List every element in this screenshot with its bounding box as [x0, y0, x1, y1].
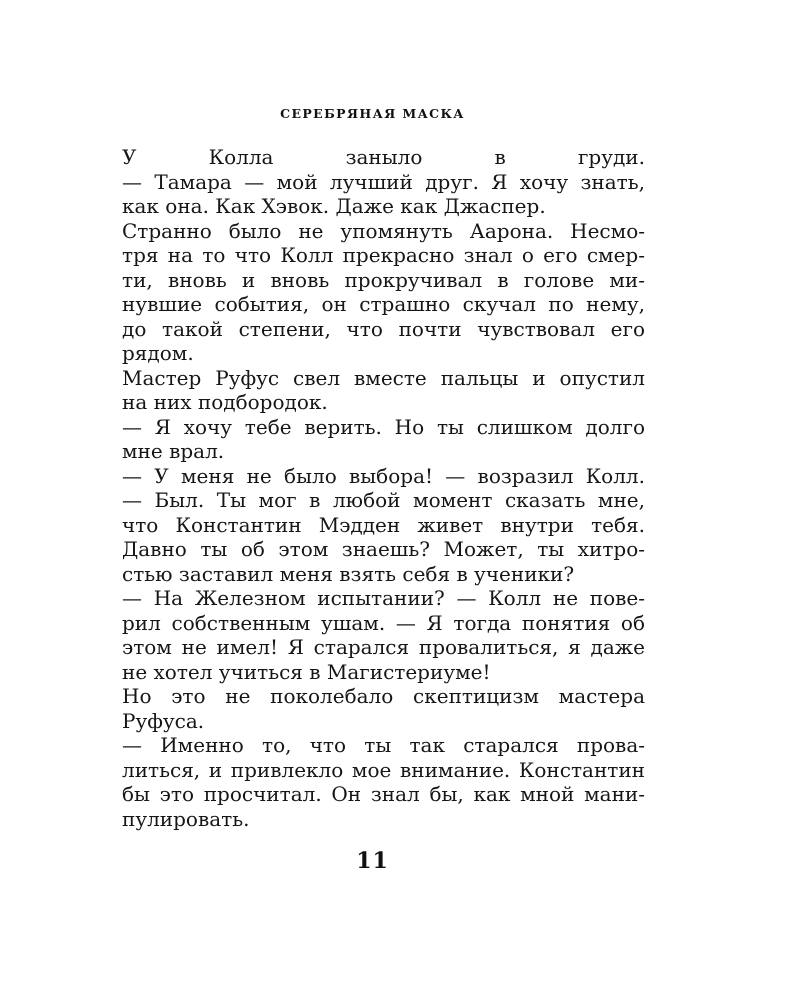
text-line: как она. Как Хэвок. Даже как Джаспер. [122, 194, 546, 218]
text-line: литься, и привлекло мое внимание. Константин [122, 757, 645, 782]
text-line: пулировать. [122, 806, 250, 831]
text-line: стью заставил меня взять себя в ученики? [122, 561, 575, 586]
text-line: ти, вновь и вновь прокручивал в голове ми- [122, 267, 645, 292]
text-line: до такой степени, что почти чувствовал его [122, 316, 645, 341]
text-line: бы это просчитал. Он знал бы, как мной мани- [122, 782, 645, 806]
text-line: Странно было не упомянуть Аарона. Несмо- [122, 218, 645, 243]
text-line: мне врал. [122, 439, 225, 463]
text-line: на них подбородок. [122, 390, 328, 414]
text-line: рядом. [122, 341, 194, 365]
text-line: Давно ты об этом знаешь? Может, ты хитро- [122, 537, 645, 561]
text-line: что Константин Мэдден живет внутри тебя. [122, 512, 645, 537]
page-number: 11 [356, 848, 389, 874]
text-line: — У меня не было выбора! — возразил Колл. [122, 463, 645, 488]
text-line: нувшие события, он страшно скучал по нему, [122, 292, 645, 316]
text-line: — Именно то, что ты так старался прова- [122, 733, 645, 757]
text-line: этом не имел! Я старался провалиться, я даже [122, 635, 645, 659]
text-line: — Я хочу тебе верить. Но ты слишком долго [122, 414, 645, 439]
text-line: — Тамара — мой лучший друг. Я хочу знать, [122, 169, 645, 194]
text-line: Мастер Руфус свел вместе пальцы и опустил [122, 365, 645, 390]
text-line: не хотел учиться в Магистериуме! [122, 659, 491, 684]
text-line: — Был. Ты мог в любой момент сказать мне, [122, 488, 645, 512]
body-text [122, 145, 645, 831]
text-line: — На Железном испытании? — Колл не пове- [122, 586, 645, 610]
text-line: У Колла заныло в груди. [122, 145, 645, 169]
text-line: Но это не поколебало скептицизм мастера [122, 684, 645, 708]
text-line: тря на то что Колл прекрасно знал о его смер- [122, 243, 645, 267]
running-head: СЕРЕБРЯНАЯ МАСКА [280, 106, 465, 121]
text-line: рил собственным ушам. — Я тогда понятия об [122, 610, 645, 635]
text-line: Руфуса. [122, 708, 205, 733]
